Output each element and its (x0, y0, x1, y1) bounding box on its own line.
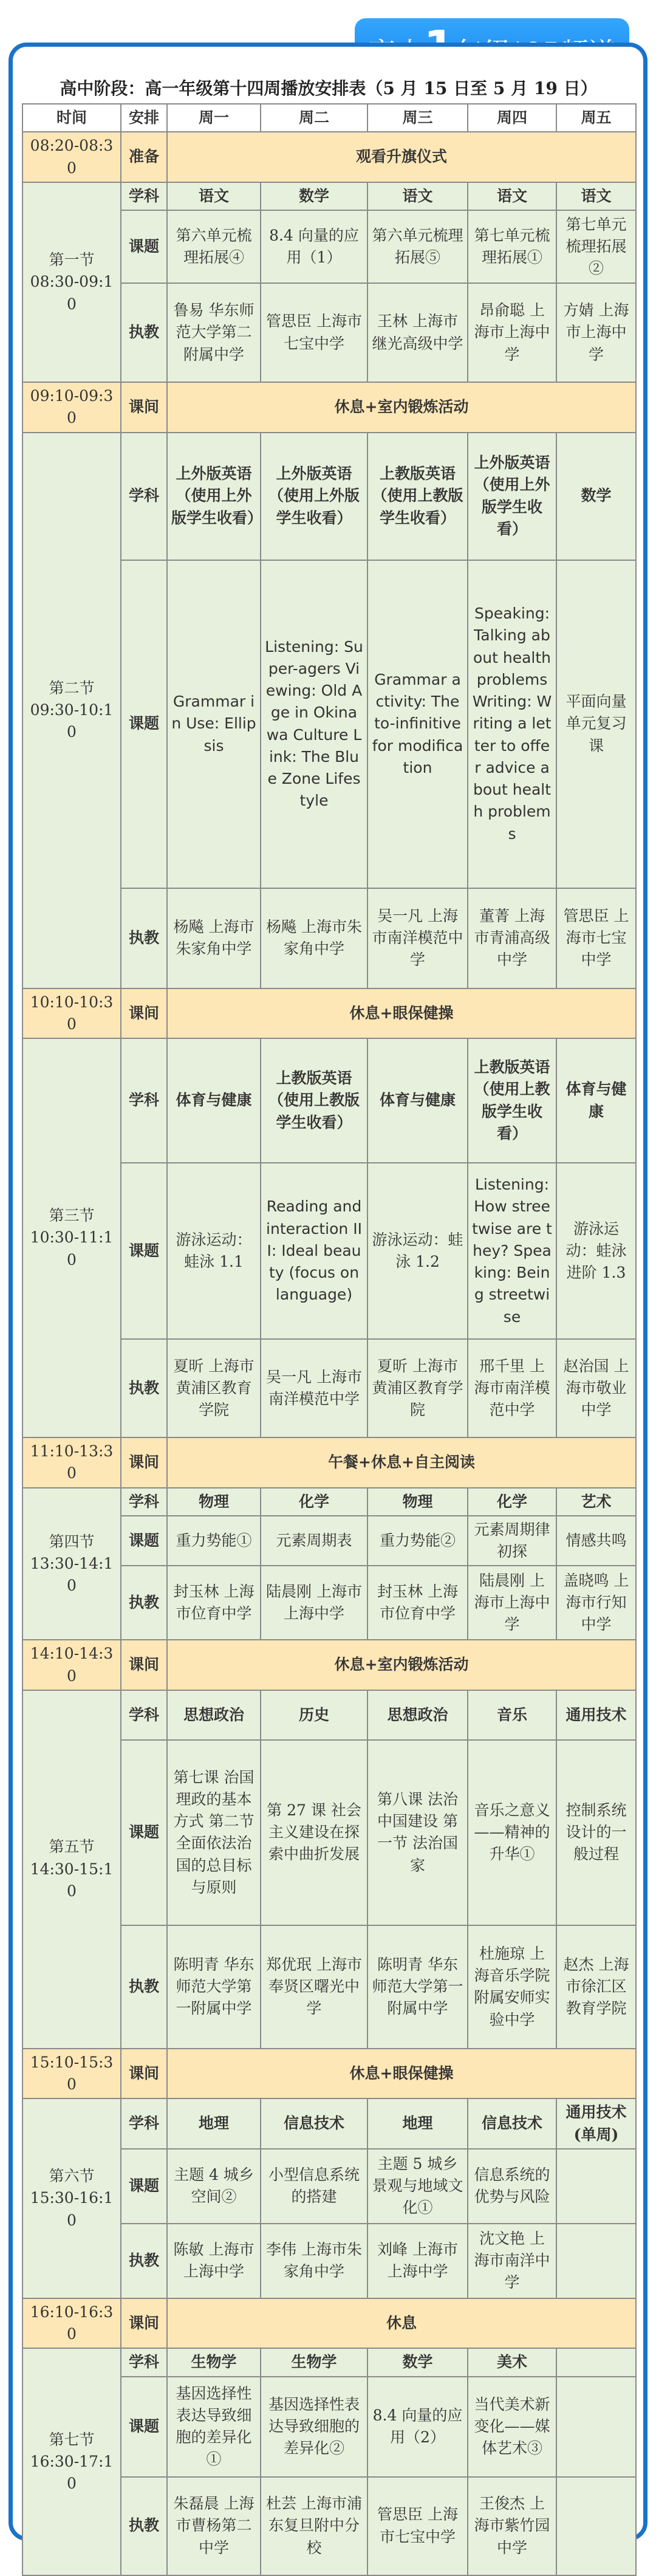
topic-cell: 第七单元梳理拓展② (556, 210, 636, 283)
header-time: 时间 (22, 104, 121, 132)
subject-cell: 化学 (261, 1488, 367, 1516)
schedule-title: 高中阶段：高一年级第十四周播放安排表（5 月 15 日至 5 月 19 日） (60, 78, 598, 98)
teacher-cell: 赵治国 上海市敬业中学 (556, 1339, 636, 1437)
topic-cell: Listening: How streetwise are they? Speaking: Being streetwise (468, 1163, 556, 1339)
row-label: 课题 (121, 560, 167, 888)
ceremony-row (22, 132, 636, 182)
row-label: 课间 (121, 988, 167, 1039)
period-7-subject-row (22, 2348, 636, 2376)
row-label: 课间 (121, 382, 167, 433)
period-4-subject-row (22, 1488, 636, 1516)
topic-cell: 基因选择性表达导致细胞的差异化① (167, 2377, 261, 2477)
teacher-cell: 杨飚 上海市朱家角中学 (167, 888, 261, 988)
topic-cell: 元素周期表 (261, 1516, 367, 1566)
subject-cell: 数学 (261, 182, 367, 210)
subject-cell: 体育与健康 (167, 1038, 261, 1163)
break-time: 15:10-15:30 (22, 2049, 121, 2099)
break-activity: 休息+眼保健操 (167, 988, 636, 1039)
header-day: 周一 (167, 104, 261, 132)
period-name: 第七节 (49, 2430, 95, 2448)
teacher-cell (556, 2224, 636, 2298)
subject-cell: 体育与健康 (556, 1038, 636, 1163)
subject-cell: 通用技术 (556, 1690, 636, 1740)
subject-cell: 语文 (556, 182, 636, 210)
period-1-subject-row (22, 182, 636, 210)
topic-cell: 游泳运动：蛙泳进阶 1.3 (556, 1163, 636, 1339)
break-row (22, 382, 636, 433)
teacher-cell: 昂俞聪 上海市上海中学 (468, 283, 556, 382)
teacher-cell: 夏昕 上海市黄浦区教育学院 (367, 1339, 468, 1437)
period-3-subject-row (22, 1038, 636, 1163)
teacher-cell: 盖晓鸣 上海市行知中学 (556, 1566, 636, 1640)
teacher-cell: 管思臣 上海市七宝中学 (261, 283, 367, 382)
teacher-cell: 陈明青 华东师范大学第一附属中学 (367, 1925, 468, 2049)
period-name: 第一节 (49, 251, 95, 269)
teacher-cell: 封玉林 上海市位育中学 (367, 1566, 468, 1640)
period-time: 09:30-10:10 (30, 701, 114, 741)
row-label: 课题 (121, 1516, 167, 1566)
teacher-cell: 沈文艳 上海市南洋中学 (468, 2224, 556, 2298)
topic-cell: 重力势能① (167, 1516, 261, 1566)
row-label: 学科 (121, 2098, 167, 2149)
break-activity: 休息+室内锻炼活动 (167, 382, 636, 433)
teacher-cell (556, 2477, 636, 2575)
period-time: 10:30-11:10 (30, 1228, 114, 1269)
row-label: 学科 (121, 2348, 167, 2376)
header-day: 周三 (367, 104, 468, 132)
header-day: 周四 (468, 104, 556, 132)
subject-cell: 上外版英语（使用上外版学生收看） (468, 433, 556, 560)
row-label: 执教 (121, 1339, 167, 1437)
header-row (22, 104, 636, 132)
period-5-subject-row (22, 1690, 636, 1740)
row-label: 课间 (121, 1640, 167, 1690)
teacher-cell: 王林 上海市继光高级中学 (367, 283, 468, 382)
topic-cell: Listening: Super-agers Viewing: Old Age in Okinawa Culture Link: The Blue Zone Lifestyle (261, 560, 367, 888)
row-label: 学科 (121, 1488, 167, 1516)
subject-cell: 地理 (167, 2098, 261, 2149)
topic-cell: 8.4 向量的应用（1） (261, 210, 367, 283)
subject-cell: 数学 (556, 433, 636, 560)
row-label: 课题 (121, 210, 167, 283)
break-time: 16:10-16:30 (22, 2298, 121, 2349)
topic-cell: 平面向量单元复习课 (556, 560, 636, 888)
teacher-cell: 吴一凡 上海市南洋模范中学 (367, 888, 468, 988)
row-label: 执教 (121, 2224, 167, 2298)
subject-cell: 生物学 (167, 2348, 261, 2376)
break-activity: 休息+眼保健操 (167, 2049, 636, 2099)
teacher-cell: 陈明青 华东师范大学第一附属中学 (167, 1925, 261, 2049)
row-label: 课题 (121, 1740, 167, 1925)
teacher-cell: 夏昕 上海市黄浦区教育学院 (167, 1339, 261, 1437)
break-time: 09:10-09:30 (22, 382, 121, 433)
subject-cell: 艺术 (556, 1488, 636, 1516)
teacher-cell: 陈敏 上海市上海中学 (167, 2224, 261, 2298)
subject-cell: 信息技术 (468, 2098, 556, 2149)
subject-cell: 数学 (367, 2348, 468, 2376)
period-3-cell (22, 1038, 121, 1437)
subject-cell: 语文 (468, 182, 556, 210)
period-4-cell (22, 1488, 121, 1640)
subject-cell: 语文 (167, 182, 261, 210)
break-row (22, 988, 636, 1039)
period-name: 第六节 (49, 2167, 95, 2185)
topic-cell: 第六单元梳理拓展⑤ (367, 210, 468, 283)
period-time: 16:30-17:10 (30, 2452, 114, 2492)
break-activity: 午餐+休息+自主阅读 (167, 1437, 636, 1488)
period-2-cell (22, 433, 121, 988)
subject-cell: 体育与健康 (367, 1038, 468, 1163)
period-name: 第四节 (49, 1532, 95, 1550)
subject-cell: 上教版英语（使用上教版学生收看） (468, 1038, 556, 1163)
break-activity: 休息 (167, 2298, 636, 2349)
teacher-cell: 杜施琼 上海音乐学院附属安师实验中学 (468, 1925, 556, 2049)
teacher-cell: 郑优珉 上海市奉贤区曙光中学 (261, 1925, 367, 2049)
subject-cell: 思想政治 (167, 1690, 261, 1740)
subject-cell: 美术 (468, 2348, 556, 2376)
topic-cell: Reading and interaction III: Ideal beauty (focus on language) (261, 1163, 367, 1339)
subject-cell: 思想政治 (367, 1690, 468, 1740)
row-label: 执教 (121, 1566, 167, 1640)
row-label: 学科 (121, 433, 167, 560)
teacher-cell: 鲁易 华东师范大学第二附属中学 (167, 283, 261, 382)
subject-cell: 上外版英语（使用上外版学生收看） (167, 433, 261, 560)
topic-cell: 音乐之意义——精神的升华① (468, 1740, 556, 1925)
subject-cell: 上教版英语（使用上教版学生收看） (367, 433, 468, 560)
teacher-cell: 杨飚 上海市朱家角中学 (261, 888, 367, 988)
row-label: 学科 (121, 1690, 167, 1740)
row-label: 课间 (121, 2049, 167, 2099)
period-name: 第五节 (49, 1838, 95, 1856)
topic-cell: 基因选择性表达导致细胞的差异化② (261, 2377, 367, 2477)
topic-cell (556, 2149, 636, 2224)
row-label: 课题 (121, 2149, 167, 2224)
row-label: 课间 (121, 1437, 167, 1488)
header-arrange: 安排 (121, 104, 167, 132)
topic-cell: 主题 5 城乡景观与地域文化① (367, 2149, 468, 2224)
ceremony-time: 08:20-08:30 (22, 132, 121, 182)
topic-cell: 第七课 治国理政的基本方式 第二节 全面依法治国的总目标与原则 (167, 1740, 261, 1925)
teacher-cell: 陆晨刚 上海市上海中学 (468, 1566, 556, 1640)
topic-cell: 元素周期律初探 (468, 1516, 556, 1566)
period-name: 第二节 (49, 679, 95, 697)
subject-cell: 信息技术 (261, 2098, 367, 2149)
period-5-cell (22, 1690, 121, 2049)
subject-cell: 地理 (367, 2098, 468, 2149)
teacher-cell: 董菁 上海市青浦高级中学 (468, 888, 556, 988)
teacher-cell: 封玉林 上海市位育中学 (167, 1566, 261, 1640)
period-2-subject-row (22, 433, 636, 560)
row-label: 准备 (121, 132, 167, 182)
subject-cell: 化学 (468, 1488, 556, 1516)
break-time: 11:10-13:30 (22, 1437, 121, 1488)
topic-cell (556, 2377, 636, 2477)
teacher-cell: 朱磊晨 上海市曹杨第二中学 (167, 2477, 261, 2575)
teacher-cell: 陆晨刚 上海市上海中学 (261, 1566, 367, 1640)
subject-cell: 物理 (367, 1488, 468, 1516)
period-7-cell (22, 2348, 121, 2575)
ceremony-activity: 观看升旗仪式 (167, 132, 636, 182)
row-label: 课题 (121, 1163, 167, 1339)
row-label: 课间 (121, 2298, 167, 2349)
topic-cell: Speaking: Talking about health problems Writing: Writing a letter to offer advice about health problems (468, 560, 556, 888)
teacher-cell: 赵杰 上海市徐汇区教育学院 (556, 1925, 636, 2049)
row-label: 执教 (121, 2477, 167, 2575)
topic-cell: 信息系统的优势与风险 (468, 2149, 556, 2224)
teacher-cell: 吴一凡 上海市南洋模范中学 (261, 1339, 367, 1437)
break-row (22, 1437, 636, 1488)
subject-cell: 物理 (167, 1488, 261, 1516)
break-time: 14:10-14:30 (22, 1640, 121, 1690)
teacher-cell: 邢千里 上海市南洋模范中学 (468, 1339, 556, 1437)
topic-cell: 第六单元梳理拓展④ (167, 210, 261, 283)
subject-cell: 生物学 (261, 2348, 367, 2376)
topic-cell: Grammar in Use: Ellipsis (167, 560, 261, 888)
row-label: 学科 (121, 182, 167, 210)
break-activity: 休息+室内锻炼活动 (167, 1640, 636, 1690)
topic-cell: 第八课 法治中国建设 第一节 法治国家 (367, 1740, 468, 1925)
row-label: 执教 (121, 1925, 167, 2049)
break-time: 10:10-10:30 (22, 988, 121, 1039)
period-time: 14:30-15:10 (30, 1860, 114, 1900)
header-day: 周二 (261, 104, 367, 132)
period-time: 08:30-09:10 (30, 273, 114, 313)
header-day: 周五 (556, 104, 636, 132)
teacher-cell: 管思臣 上海市七宝中学 (367, 2477, 468, 2575)
teacher-cell: 管思臣 上海市七宝中学 (556, 888, 636, 988)
subject-cell: 上教版英语（使用上教版学生收看） (261, 1038, 367, 1163)
row-label: 课题 (121, 2377, 167, 2477)
teacher-cell: 王俊杰 上海市紫竹园中学 (468, 2477, 556, 2575)
subject-cell: 历史 (261, 1690, 367, 1740)
topic-cell: Grammar activity: The to-infinitive for modification (367, 560, 468, 888)
subject-cell (556, 2348, 636, 2376)
subject-cell: 通用技术(单周) (556, 2098, 636, 2149)
break-row (22, 2298, 636, 2349)
period-name: 第三节 (49, 1207, 95, 1225)
subject-cell: 语文 (367, 182, 468, 210)
schedule-table (22, 103, 637, 2576)
teacher-cell: 李伟 上海市朱家角中学 (261, 2224, 367, 2298)
subject-cell: 音乐 (468, 1690, 556, 1740)
topic-cell: 游泳运动：蛙泳 1.1 (167, 1163, 261, 1339)
row-label: 学科 (121, 1038, 167, 1163)
topic-cell: 第七单元梳理拓展① (468, 210, 556, 283)
break-row (22, 2049, 636, 2099)
teacher-cell: 刘峰 上海市上海中学 (367, 2224, 468, 2298)
topic-cell: 情感共鸣 (556, 1516, 636, 1566)
teacher-cell: 方婧 上海市上海中学 (556, 283, 636, 382)
topic-cell: 控制系统设计的一般过程 (556, 1740, 636, 1925)
period-6-subject-row (22, 2098, 636, 2149)
teacher-cell: 杜芸 上海市浦东复旦附中分校 (261, 2477, 367, 2575)
topic-cell: 第 27 课 社会主义建设在探索中曲折发展 (261, 1740, 367, 1925)
period-time: 13:30-14:10 (30, 1554, 114, 1594)
period-6-cell (22, 2098, 121, 2298)
row-label: 执教 (121, 283, 167, 382)
topic-cell: 8.4 向量的应用（2） (367, 2377, 468, 2477)
topic-cell: 重力势能② (367, 1516, 468, 1566)
topic-cell: 游泳运动：蛙泳 1.2 (367, 1163, 468, 1339)
topic-cell: 小型信息系统的搭建 (261, 2149, 367, 2224)
period-time: 15:30-16:10 (30, 2189, 114, 2229)
period-1-cell (22, 182, 121, 382)
break-row (22, 1640, 636, 1690)
topic-cell: 主题 4 城乡空间② (167, 2149, 261, 2224)
topic-cell: 当代美术新变化——媒体艺术③ (468, 2377, 556, 2477)
subject-cell: 上外版英语（使用上外版学生收看） (261, 433, 367, 560)
row-label: 执教 (121, 888, 167, 988)
